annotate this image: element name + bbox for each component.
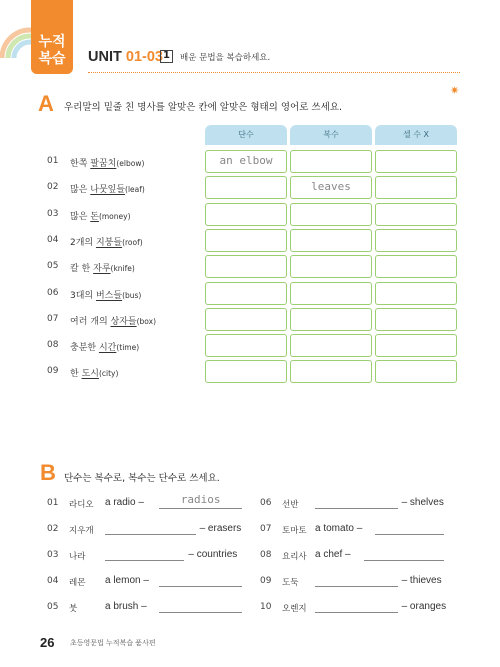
prompt-english: (box) [136, 316, 157, 326]
answer-blank[interactable] [315, 599, 398, 613]
item-korean: 지우개 [69, 526, 94, 536]
answer-blank[interactable] [315, 573, 398, 587]
prompt-prefix: 칼 한 [70, 264, 94, 275]
item-number: 09 [260, 576, 272, 586]
item-prompt: a tomato – [315, 523, 363, 534]
row-number: 02 [47, 182, 59, 193]
star-icon: ✷ [450, 84, 460, 97]
section-a-letter: A [38, 91, 54, 116]
answer-cell[interactable] [290, 282, 372, 305]
page-number: 26 [40, 635, 55, 650]
unit-range: 01-03 [125, 49, 163, 65]
unit-subtitle: 배운 문법을 복습하세요. [180, 53, 271, 63]
answer-cell[interactable] [205, 282, 287, 305]
row-number: 07 [47, 313, 59, 324]
prompt-noun: 팔꿈치 [90, 159, 117, 169]
item-korean: 라디오 [69, 500, 94, 510]
prompt-english: (money) [98, 211, 131, 221]
item-korean: 토마토 [282, 526, 307, 536]
item-prompt: a lemon – [105, 575, 149, 586]
prompt-prefix: 많은 [70, 211, 91, 222]
answer-cell[interactable] [375, 229, 457, 252]
row-prompt [70, 261, 135, 274]
answer-cell[interactable] [375, 255, 457, 278]
answer-cell[interactable]: an elbow [205, 150, 287, 173]
item-korean: 나라 [69, 552, 86, 562]
answer-cell[interactable] [290, 308, 372, 331]
answer-cell[interactable] [290, 255, 372, 278]
answer-cell[interactable]: leaves [290, 176, 372, 199]
header-divider [88, 72, 460, 73]
column-header: 단수 [205, 125, 287, 145]
item-number: 10 [260, 602, 272, 612]
unit-title [88, 49, 163, 65]
answer-cell[interactable] [290, 360, 372, 383]
prompt-noun: 상자들 [110, 316, 137, 327]
item-prompt: – countries [188, 549, 238, 560]
answer-cell[interactable] [375, 203, 457, 226]
answer-blank[interactable] [159, 573, 242, 587]
item-number: 04 [47, 576, 59, 586]
answer-cell[interactable] [205, 308, 287, 331]
unit-number-box: 1 [160, 50, 173, 63]
row-number: 03 [47, 208, 59, 219]
answer-blank[interactable] [105, 521, 196, 535]
answer-cell[interactable] [375, 176, 457, 199]
answer-cell[interactable] [375, 360, 457, 383]
row-prompt [70, 209, 131, 222]
row-number: 08 [47, 340, 59, 351]
row-prompt [70, 314, 156, 327]
footer-text: 초등영문법 누적복습 품사편 [70, 639, 156, 647]
badge-line-2: 복습 [38, 51, 66, 67]
row-prompt [70, 156, 144, 169]
answer-cell[interactable] [205, 176, 287, 199]
prompt-noun: 나뭇잎들 [90, 185, 126, 196]
prompt-noun: 시간 [98, 343, 117, 354]
item-number: 02 [47, 524, 59, 534]
answer-blank[interactable] [375, 521, 444, 535]
prompt-prefix: 여러 개의 [70, 316, 111, 327]
item-number: 05 [47, 602, 59, 612]
item-number: 03 [47, 550, 59, 560]
answer-cell[interactable] [205, 360, 287, 383]
prompt-prefix: 많은 [70, 185, 91, 196]
row-prompt [70, 366, 118, 379]
row-number: 06 [47, 287, 59, 298]
answer-cell[interactable] [290, 150, 372, 173]
answer-cell[interactable] [375, 150, 457, 173]
prompt-noun: 지붕들 [95, 237, 123, 248]
prompt-prefix: 3대의 [70, 290, 96, 301]
item-prompt: a radio – [105, 497, 144, 508]
row-prompt [70, 340, 139, 353]
answer-cell[interactable] [205, 229, 287, 252]
answer-cell[interactable] [205, 203, 287, 226]
review-badge [31, 0, 73, 74]
answer-cell[interactable] [375, 334, 457, 357]
item-korean: 도둑 [282, 578, 299, 588]
prompt-noun: 버스들 [95, 290, 123, 301]
item-prompt: – shelves [401, 497, 444, 508]
row-number: 05 [47, 261, 59, 272]
prompt-prefix: 2개의 [70, 237, 96, 248]
item-prompt: – thieves [401, 575, 442, 586]
prompt-english: (roof) [122, 237, 143, 247]
answer-blank[interactable] [315, 495, 398, 509]
row-prompt [70, 182, 145, 195]
badge-line-1: 누적 [38, 34, 66, 50]
row-number: 01 [47, 156, 59, 166]
column-header: 복수 [290, 125, 372, 145]
item-number: 07 [260, 524, 272, 534]
item-number: 06 [260, 498, 272, 508]
section-b-instruction: 단수는 복수로, 복수는 단수로 쓰세요. [64, 473, 220, 484]
prompt-english: (time) [116, 343, 140, 353]
answer-cell[interactable] [290, 203, 372, 226]
section-a-instruction: 우리말의 밑줄 친 명사를 알맞은 칸에 알맞은 형태의 영어로 쓰세요. [64, 102, 342, 113]
row-prompt [70, 235, 143, 248]
prompt-english: (knife) [110, 264, 135, 274]
item-korean: 선반 [282, 500, 299, 510]
section-b-letter: B [40, 460, 56, 485]
prompt-english: (leaf) [125, 185, 145, 195]
answer-blank[interactable] [159, 599, 242, 613]
prompt-noun: 돈 [90, 211, 99, 222]
item-prompt: – oranges [401, 601, 447, 612]
item-prompt: a chef – [315, 549, 351, 560]
row-prompt [70, 288, 141, 301]
item-korean: 레몬 [69, 578, 86, 588]
answer-cell[interactable] [290, 334, 372, 357]
prompt-noun: 도시 [81, 369, 99, 380]
answer-cell[interactable] [375, 282, 457, 305]
answer-blank[interactable] [364, 547, 444, 561]
item-korean: 붓 [69, 604, 78, 614]
unit-prefix: UNIT [88, 49, 122, 65]
answer-blank[interactable] [105, 547, 184, 561]
answer-cell[interactable] [290, 229, 372, 252]
answer-cell[interactable] [205, 334, 287, 357]
prompt-english: (elbow) [116, 159, 145, 168]
answer-cell[interactable] [375, 308, 457, 331]
item-number: 08 [260, 550, 272, 560]
prompt-prefix: 한쪽 [70, 159, 91, 169]
item-korean: 요리사 [282, 552, 307, 562]
row-number: 04 [47, 234, 59, 245]
answer-cell[interactable] [205, 255, 287, 278]
item-number: 01 [47, 498, 59, 508]
prompt-english: (bus) [122, 290, 142, 300]
answer-blank[interactable]: radios [159, 495, 242, 509]
column-header: 셀 수 X [375, 125, 457, 145]
item-korean: 오렌지 [282, 604, 307, 614]
item-prompt: a brush – [105, 601, 147, 612]
prompt-noun: 자루 [93, 264, 111, 275]
prompt-prefix: 충분한 [70, 343, 99, 354]
item-prompt: – erasers [199, 523, 242, 534]
prompt-english: (city) [98, 369, 119, 379]
prompt-prefix: 한 [70, 369, 82, 380]
row-number: 09 [47, 366, 59, 377]
